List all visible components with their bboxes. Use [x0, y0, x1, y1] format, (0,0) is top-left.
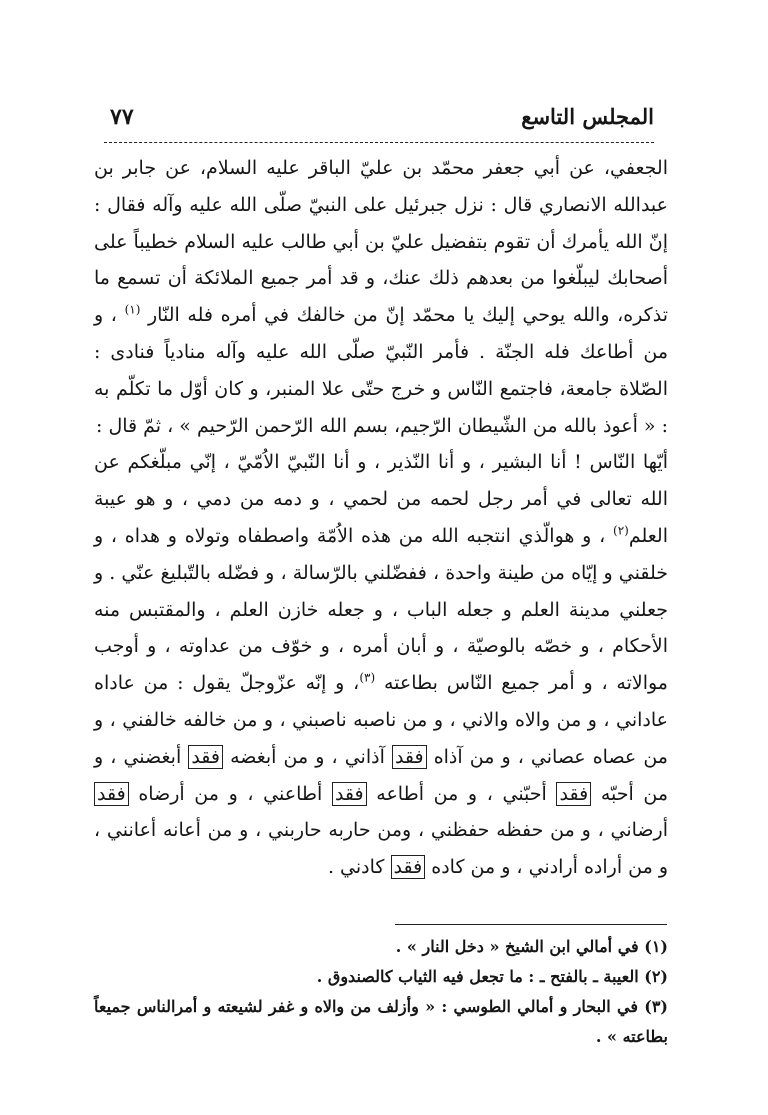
- paragraph-2: [94, 444, 668, 886]
- bracketed-word: فقد: [188, 745, 223, 769]
- paragraph-1-text: الجعفي، عن أبي جعفر محمّد بن عليّ الباقر عليه السلام، عن جابر بن عبدالله الانصاري قال : نزل جبرئيل على النبيّ صلّى الله عليه وآله فقال : إنّ الله يأمرك أن تقوم بتفضيل عليّ بن أبي طالب عليه السلام خطيباً على أصحابك ليبلّغوا من بعدهم ذلك عنك، و قد أمر جميع الملائكة أن تسمع ما تذكره، والله يوحي إليك يا محمّد إنّ من خالفك في أمره فله النّار: [94, 157, 668, 327]
- paragraph-2-text: أيّها النّاس ! أنا البشير ، و أنا النّذير ، و أنا النّبيّ الاُمّيّ ، إنّي مبلّغكم عن الله تعالى في أمر رجل لحمه من لحمي ، و دمه من دمي ، و هو عيبة العلم: [94, 451, 668, 547]
- footnote-ref-3: (٣): [359, 670, 376, 685]
- paragraph-2-text-f: أحبّني ، و من أطاعه: [376, 782, 547, 805]
- paragraph-2-text-d: آذاني ، و من أبغضه: [230, 745, 385, 768]
- paragraph-1: [94, 150, 668, 444]
- bracketed-word: فقد: [392, 745, 427, 769]
- paragraph-2-text-e: أبغضني ، و من أحبّه: [94, 745, 669, 805]
- paragraph-2-text-i: كادني .: [327, 856, 385, 879]
- chapter-title: المجلس التاسع: [521, 104, 654, 129]
- bracketed-word: فقد: [556, 782, 591, 806]
- page-header: [104, 100, 654, 143]
- footnote-ref-2: (٢): [613, 523, 629, 538]
- paragraph-2-text-g: أطاعني ، و من أرضاه: [138, 782, 323, 805]
- footnote-2: (٢) العيبة ـ بالفتح ـ : ما تجعل فيه الثياب كالصندوق .: [316, 967, 668, 986]
- footnote-3: (٣) في البحار و أمالي الطوسي : « وأزلف من والاه و غفر لشيعته و أمرالناس جميعاً بطاعته » .: [94, 997, 668, 1046]
- main-text: [94, 150, 668, 886]
- bracketed-word: فقد: [94, 782, 129, 806]
- footnotes: [94, 932, 668, 1052]
- page-number: ٧٧: [110, 104, 134, 130]
- footnote-ref-1: (١): [124, 302, 141, 317]
- paragraph-2-text-h: أرضاني ، و من حفظه حفظني ، ومن حاربه حاربني ، و من أعانه أعانني ، و من أراده أرادني ، و من كاده: [94, 819, 668, 879]
- paragraph-2-text-b: ، و هوالّذي انتجبه الله من هذه الاُمّة واصطفاه وتولاه و هداه ، و خلقني و إيّاه من طينة واحدة ، ففضّلني بالرّسالة ، و فضّله بالتّبليغ عنّي . و جعلني مدينة العلم و جعله الباب ، و جعله خازن العلم ، والمقتبس منه الأحكام ، و خصّه بالوصيّة ، و أبان أمره ، و خوّف من عداوته ، و أوجب موالاته ، و أمر جميع النّاس بطاعته: [94, 524, 668, 695]
- paragraph-2-text-c: ، و إنّه عزّوجلّ يقول : من عاداه عاداني ، و من والاه والاني ، و من ناصبه ناصبني ، و من خالفه خالفني ، و من عصاه عصاني ، و من آذاه: [94, 672, 668, 768]
- footnote-1: (١) في أمالي ابن الشيخ « دخل النار » .: [395, 937, 668, 956]
- footnote-divider: [395, 924, 667, 925]
- bracketed-word: فقد: [332, 782, 367, 806]
- paragraph-1-text-b: ، و من أطاعك فله الجنّة . فأمر النّبيّ صلّى الله عليه وآله منادياً فنادى : الصّلاة جامعة، فاجتمع النّاس و خرج حتّى علا المنبر، و كان أوّل ما تكلّم به : « أعوذ بالله من الشّيطان الرّجيم، بسم الله الرّحمن الرّحيم » ، ثمّ قال :: [94, 304, 668, 437]
- bracketed-word: فقد: [391, 855, 426, 879]
